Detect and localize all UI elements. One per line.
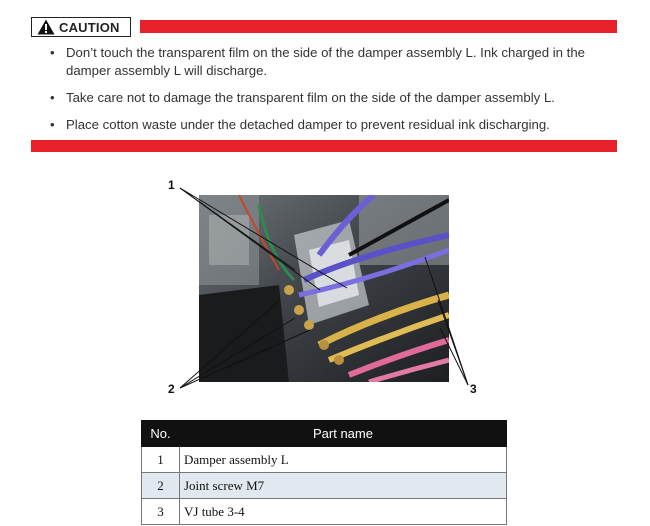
- caution-top-bar: [140, 20, 617, 33]
- column-header-part-name: Part name: [180, 421, 507, 447]
- warning-triangle-icon: [37, 19, 55, 35]
- cell-part-name: Joint screw M7: [180, 473, 507, 499]
- caution-item: • Place cotton waste under the detached damper to prevent residual ink discharging.: [50, 116, 610, 134]
- cell-no: 3: [142, 499, 180, 525]
- callout-number: 2: [168, 382, 175, 396]
- damper-assembly-photo: [199, 195, 449, 382]
- column-header-no: No.: [142, 421, 180, 447]
- table-row: [142, 473, 507, 499]
- caution-item: • Take care not to damage the transparent film on the side of the damper assembly L.: [50, 89, 610, 107]
- caution-bottom-bar: [31, 140, 617, 152]
- cell-no: 1: [142, 447, 180, 473]
- callout-number: 1: [168, 178, 175, 192]
- table-header-row: [142, 421, 507, 447]
- cell-part-name: Damper assembly L: [180, 447, 507, 473]
- parts-table: [141, 420, 507, 525]
- caution-list: [50, 44, 610, 143]
- caution-header: [31, 17, 617, 39]
- caution-label: CAUTION: [59, 19, 120, 35]
- table-row: [142, 447, 507, 473]
- cell-no: 2: [142, 473, 180, 499]
- caution-badge: [31, 17, 131, 37]
- caution-item: • Don’t touch the transparent film on the side of the damper assembly L. Ink charged in the damper assembly L will discharge.: [50, 44, 610, 80]
- table-row: [142, 499, 507, 525]
- cell-part-name: VJ tube 3-4: [180, 499, 507, 525]
- callout-number: 3: [470, 382, 477, 396]
